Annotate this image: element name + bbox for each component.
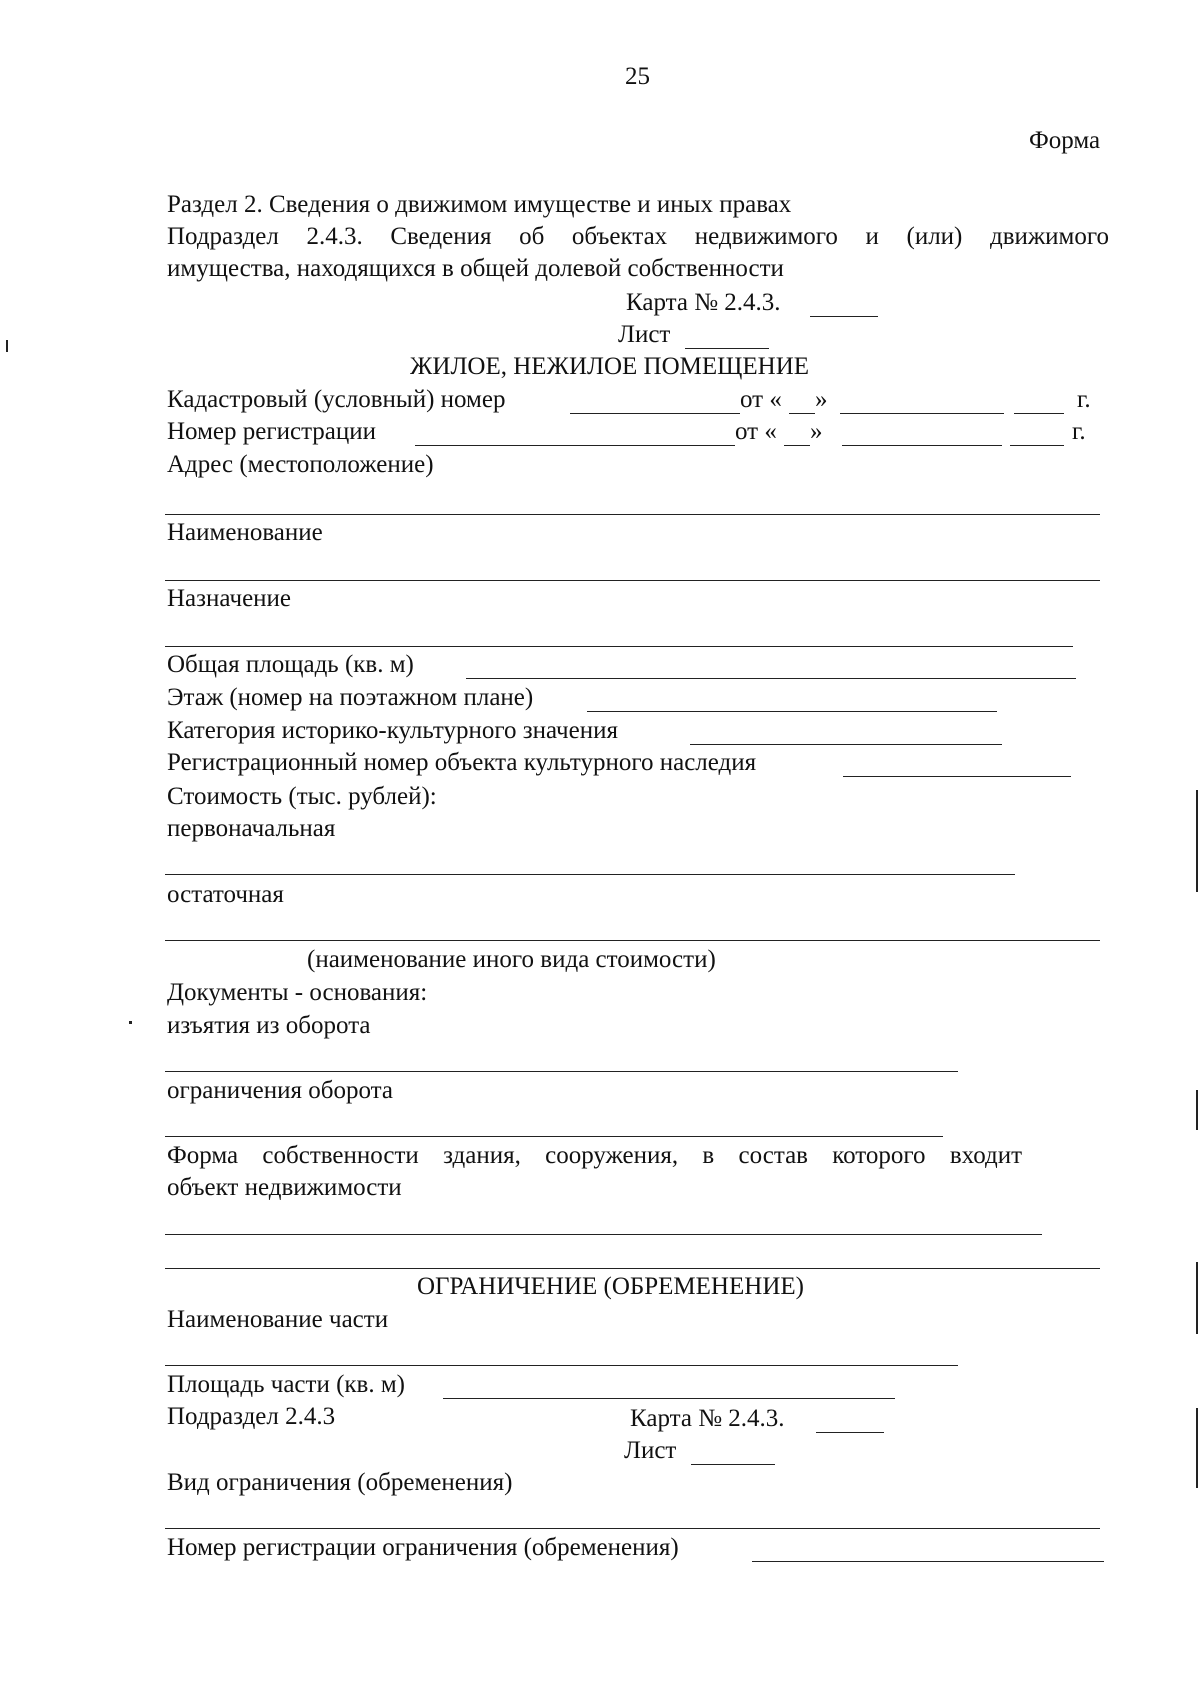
heritage-reg-number-label: Регистрационный номер объекта культурного наследия [167, 749, 757, 776]
encumbrance-type-label: Вид ограничения (обременения) [167, 1469, 513, 1496]
registration-from-label: от « [735, 418, 777, 445]
encumbrance-sheet-number-line[interactable] [691, 1464, 775, 1465]
encumbrance-heading: ОГРАНИЧЕНИЕ (ОБРЕМЕНЕНИЕ) [417, 1273, 804, 1300]
floor-line[interactable] [587, 711, 997, 712]
scan-mark-right-4 [1196, 1408, 1198, 1488]
encumbrance-reg-number-line[interactable] [752, 1561, 1104, 1562]
registration-month-line[interactable] [842, 445, 1002, 446]
page-number: 25 [625, 63, 650, 90]
object-heading: ЖИЛОЕ, НЕЖИЛОЕ ПОМЕЩЕНИЕ [410, 353, 810, 380]
registration-number-line[interactable] [415, 445, 735, 446]
part-name-line[interactable] [165, 1365, 958, 1366]
cadastral-number-line[interactable] [570, 413, 740, 414]
scan-mark-left [6, 340, 8, 352]
registration-number-label: Номер регистрации [167, 418, 377, 445]
registration-year-line[interactable] [1010, 445, 1064, 446]
name-label: Наименование [167, 519, 323, 546]
part-area-label: Площадь части (кв. м) [167, 1371, 405, 1398]
scan-mark-dot [129, 1021, 132, 1024]
encumbrance-card-number-line[interactable] [816, 1432, 884, 1433]
card-number-line[interactable] [810, 316, 878, 317]
cadastral-from-label: от « [740, 386, 782, 413]
residual-cost-line[interactable] [165, 940, 1100, 941]
sheet-number-line[interactable] [685, 348, 769, 349]
purpose-label: Назначение [167, 585, 292, 612]
scan-mark-right-1 [1196, 790, 1198, 892]
encumbrance-card-label: Карта № 2.4.3. [630, 1405, 785, 1432]
encumbrance-subsection-label: Подраздел 2.4.3 [167, 1403, 336, 1430]
total-area-line[interactable] [466, 678, 1076, 679]
withdrawal-label: изъятия из оборота [167, 1012, 371, 1039]
ownership-form-line-b[interactable] [165, 1268, 1100, 1269]
cadastral-day-line[interactable] [789, 413, 815, 414]
sheet-label: Лист [618, 321, 671, 348]
heritage-category-label: Категория историко-культурного значения [167, 717, 618, 744]
part-area-line[interactable] [443, 1398, 895, 1399]
card-label: Карта № 2.4.3. [626, 289, 781, 316]
registration-year-label: г. [1072, 418, 1086, 445]
initial-cost-line[interactable] [165, 874, 1015, 875]
cadastral-month-line[interactable] [840, 413, 1004, 414]
encumbrance-type-line[interactable] [165, 1528, 1100, 1529]
heritage-category-line[interactable] [690, 744, 1002, 745]
total-area-label: Общая площадь (кв. м) [167, 651, 414, 678]
floor-label: Этаж (номер на поэтажном плане) [167, 684, 534, 711]
ownership-form-line-a[interactable] [165, 1234, 1042, 1235]
registration-day-line[interactable] [784, 445, 810, 446]
address-line[interactable] [165, 514, 1100, 515]
encumbrance-sheet-label: Лист [624, 1437, 677, 1464]
residual-cost-label: остаточная [167, 881, 284, 908]
ownership-form-line2: объект недвижимости [167, 1174, 402, 1201]
initial-cost-label: первоначальная [167, 815, 336, 842]
address-label: Адрес (местоположение) [167, 451, 434, 478]
cadastral-year-label: г. [1077, 386, 1091, 413]
cadastral-year-line[interactable] [1014, 413, 1064, 414]
subsection-title-line1: Подраздел 2.4.3. Сведения об объектах недвижимого и (или) движимого [167, 223, 1109, 250]
form-label: Форма [1029, 127, 1101, 154]
encumbrance-reg-number-label: Номер регистрации ограничения (обременения) [167, 1534, 679, 1561]
circulation-limits-label: ограничения оборота [167, 1077, 394, 1104]
heritage-reg-number-line[interactable] [843, 776, 1071, 777]
other-cost-caption: (наименование иного вида стоимости) [307, 946, 716, 973]
cadastral-number-label: Кадастровый (условный) номер [167, 386, 506, 413]
withdrawal-line[interactable] [165, 1071, 958, 1072]
scan-mark-right-3 [1196, 1262, 1198, 1334]
circulation-limits-line[interactable] [165, 1136, 943, 1137]
name-line[interactable] [165, 580, 1100, 581]
basis-documents-label: Документы - основания: [167, 979, 428, 1006]
scan-mark-right-2 [1196, 1090, 1198, 1130]
subsection-title-line2: имущества, находящихся в общей долевой собственности [167, 255, 784, 282]
part-name-label: Наименование части [167, 1306, 389, 1333]
cost-label: Стоимость (тыс. рублей): [167, 783, 437, 810]
registration-quote-close: » [810, 418, 823, 445]
cadastral-quote-close: » [815, 386, 828, 413]
section-title: Раздел 2. Сведения о движимом имуществе и иных правах [167, 191, 792, 218]
ownership-form-line1: Форма собственности здания, сооружения, в состав которого входит [167, 1142, 1022, 1169]
purpose-line[interactable] [165, 646, 1073, 647]
